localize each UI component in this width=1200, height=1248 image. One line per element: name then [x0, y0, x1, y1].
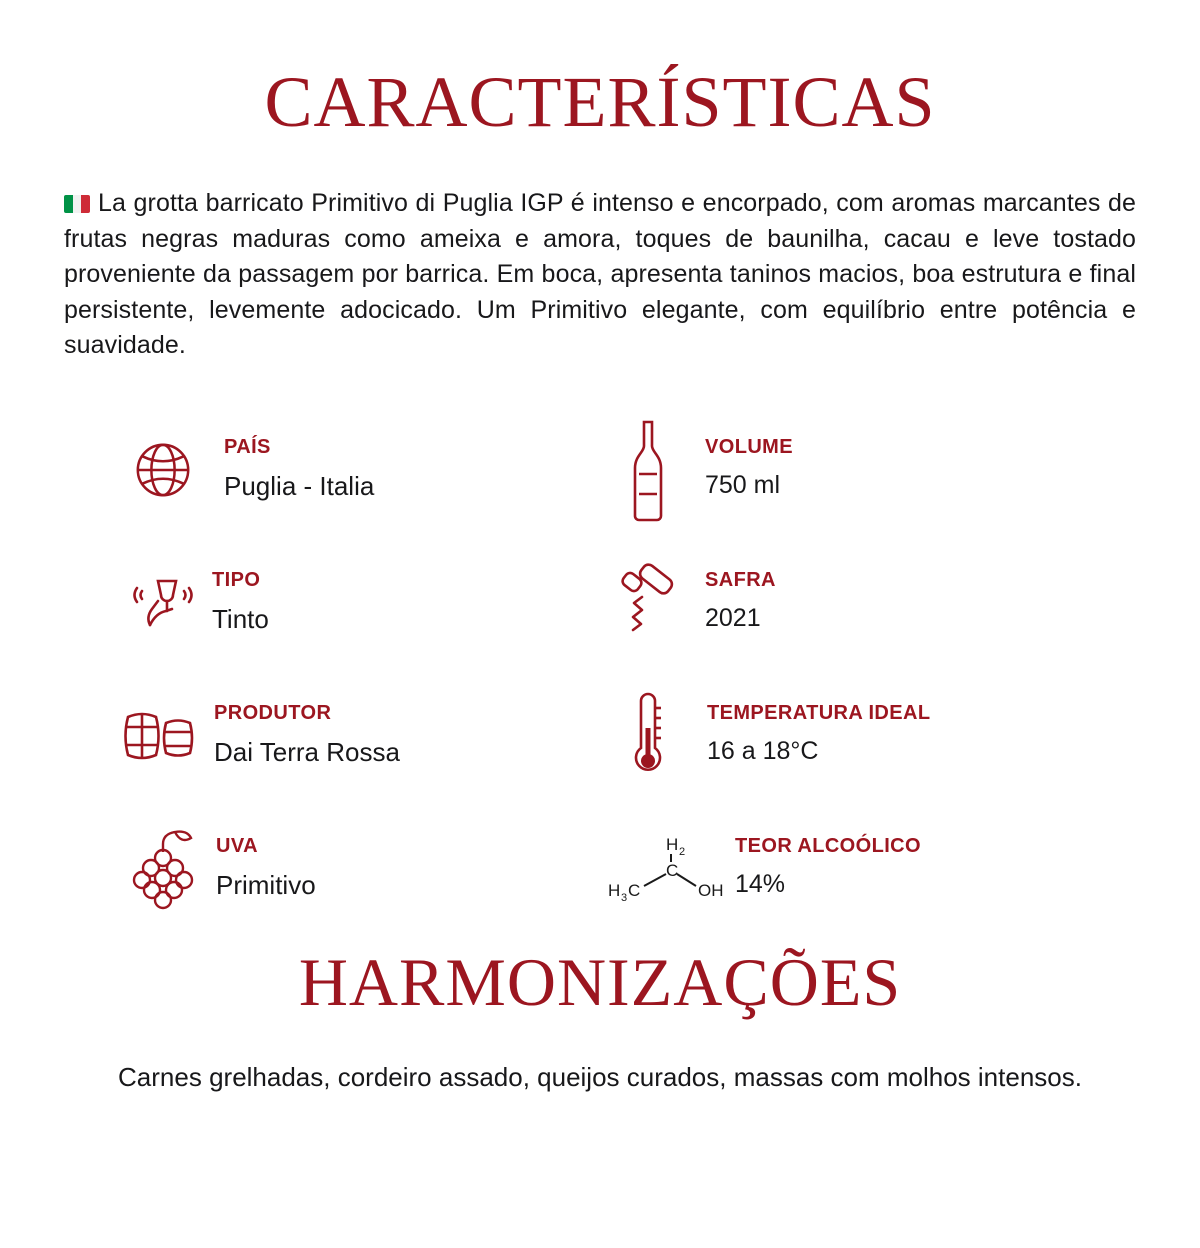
spec-value-uva: Primitivo	[216, 869, 316, 900]
spec-label-safra: SAFRA	[705, 568, 776, 591]
spec-item-volume	[605, 420, 1090, 545]
page-title-pairings: HARMONIZAÇÕES	[298, 943, 902, 1020]
ethanol-molecule-icon	[605, 819, 735, 919]
svg-text:C: C	[628, 880, 641, 900]
intro-paragraph	[64, 186, 1136, 364]
spec-value-tipo: Tinto	[212, 603, 269, 634]
spec-value-produtor: Dai Terra Rossa	[214, 736, 400, 767]
bottle-icon	[605, 420, 691, 520]
spec-value-temperatura: 16 a 18°C	[707, 736, 819, 765]
pairings-text: Carnes grelhadas, cordeiro assado, queijos curados, massas com molhos intensos.	[118, 1061, 1082, 1092]
svg-text:2: 2	[679, 845, 686, 858]
spec-value-safra: 2021	[705, 603, 761, 632]
wine-taste-icon	[120, 553, 206, 653]
spec-item-temperatura	[605, 686, 1090, 811]
spec-item-pais	[120, 420, 605, 545]
thermometer-icon	[605, 686, 691, 786]
spec-label-uva: UVA	[216, 834, 258, 857]
spec-item-teor-alcoolico	[605, 819, 1090, 944]
svg-text:OH: OH	[698, 880, 724, 900]
spec-label-produtor: PRODUTOR	[214, 701, 332, 724]
spec-label-temperatura: TEMPERATURA IDEAL	[707, 701, 931, 724]
spec-item-produtor	[120, 686, 605, 811]
corkscrew-icon	[605, 553, 691, 653]
page-title-characteristics: CARACTERÍSTICAS	[264, 62, 936, 143]
wine-spec-sheet	[0, 48, 1200, 1248]
spec-text-produtor	[206, 686, 400, 768]
spec-text-temperatura	[691, 686, 930, 766]
svg-text:H: H	[608, 880, 621, 900]
italy-flag-icon	[64, 195, 90, 213]
spec-label-tipo: TIPO	[212, 568, 261, 591]
spec-text-uva	[206, 819, 316, 901]
spec-value-teor-alcoolico: 14%	[735, 869, 786, 898]
intro-text: La grotta barricato Primitivo di Puglia IGP é intenso e encorpado, com aromas marcantes de frutas negras maduras como ameixa e amora, toques de baunilha, cacau e leve tostado proveniente da passagem por barrica. Em boca, apresenta taninos macios, boa estrutura e final persistente, levemente adocicado. Um Primitivo elegante, com equilíbrio entre potência e suavidade.	[64, 189, 1136, 360]
spec-label-volume: VOLUME	[705, 435, 793, 458]
spec-text-safra	[691, 553, 776, 633]
svg-text:C: C	[666, 860, 679, 880]
spec-value-volume: 750 ml	[705, 470, 781, 499]
spec-item-safra	[605, 553, 1090, 678]
grapes-icon	[120, 819, 206, 919]
spec-text-pais	[206, 420, 374, 502]
globe-icon	[120, 420, 206, 520]
spec-item-tipo	[120, 553, 605, 678]
spec-text-tipo	[206, 553, 269, 635]
spec-value-pais: Puglia - Italia	[224, 470, 375, 501]
spec-item-uva	[120, 819, 605, 944]
spec-label-teor-alcoolico: TEOR ALCOÓLICO	[735, 834, 921, 857]
spec-grid	[0, 420, 1200, 944]
barrels-icon	[120, 686, 206, 786]
spec-text-teor-alcoolico	[735, 819, 921, 899]
spec-text-volume	[691, 420, 793, 500]
spec-label-pais: PAÍS	[224, 435, 271, 458]
svg-text:H: H	[666, 834, 679, 854]
svg-text:3: 3	[621, 891, 628, 904]
